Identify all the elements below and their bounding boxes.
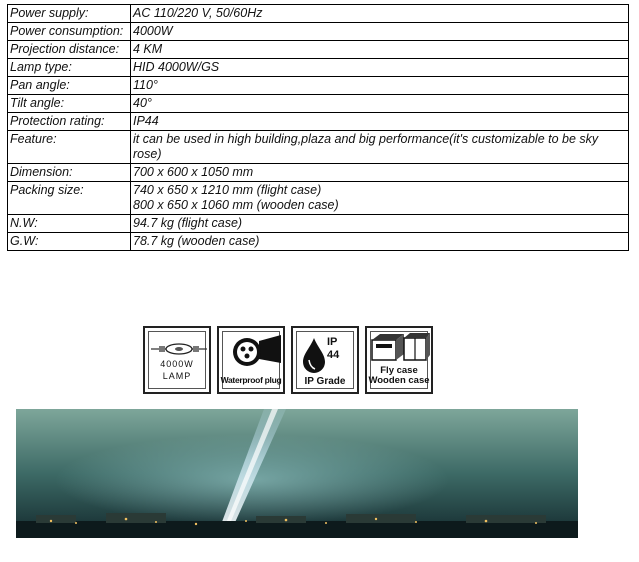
waterproof-plug-badge [217,326,285,394]
searchlight-photo [16,409,578,538]
spec-value [131,59,629,77]
spec-value [131,77,629,95]
spec-value [131,182,629,215]
spec-value-line: it can be used in high building,plaza and big performance(it's customizable to be sky rose) [133,132,599,161]
spec-value [131,113,629,131]
spec-value [131,95,629,113]
spec-row [8,23,629,41]
spec-value-line: 740 x 650 x 1210 mm (flight case) [133,183,322,197]
spec-row [8,182,629,215]
spec-row [8,215,629,233]
plug-icon [223,333,283,373]
spec-value-line: 110° [133,78,158,92]
spec-label: Projection distance: [8,41,131,59]
spec-value-line: 78.7 kg (wooden case) [133,234,260,248]
spec-value [131,233,629,251]
spec-value-line: 4000W [133,24,173,38]
spec-value [131,41,629,59]
night-sky-beam-image [16,409,578,538]
spec-value [131,131,629,164]
spec-row [8,77,629,95]
case-icon [370,332,432,364]
case-line1: Fly case [380,365,418,376]
spec-row [8,131,629,164]
spec-value-line: AC 110/220 V, 50/60Hz [133,6,263,20]
spec-table [7,4,629,251]
spec-row [8,5,629,23]
case-badge [365,326,433,394]
water-drop-icon [299,336,329,374]
spec-value [131,164,629,182]
spec-value-line: IP44 [133,114,159,128]
spec-value-line: 700 x 600 x 1050 mm [133,165,254,179]
lamp-label: LAMP [162,371,192,381]
ip-label: IP [327,336,338,348]
spec-value [131,23,629,41]
case-line2: Wooden case [368,375,430,386]
spec-value [131,215,629,233]
spec-row [8,164,629,182]
spec-label: Packing size: [8,182,131,215]
spec-label: Pan angle: [8,77,131,95]
spec-label: Dimension: [8,164,131,182]
spec-label: Tilt angle: [8,95,131,113]
spec-label: Feature: [8,131,131,164]
spec-label: Lamp type: [8,59,131,77]
spec-value-line: 4 KM [133,42,163,56]
spec-row [8,41,629,59]
spec-label: Power supply: [8,5,131,23]
ip-grade-badge [291,326,359,394]
spec-row [8,95,629,113]
spec-label: G.W: [8,233,131,251]
spec-value-line: 800 x 650 x 1060 mm (wooden case) [133,198,339,212]
spec-value [131,5,629,23]
spec-label: N.W: [8,215,131,233]
spec-value-line: HID 4000W/GS [133,60,220,74]
lamp-badge [143,326,211,394]
lamp-wattage: 4000W [160,359,194,369]
spec-row [8,59,629,77]
ip-grade-caption: IP Grade [304,376,346,387]
spec-value-line: 94.7 kg (flight case) [133,216,243,230]
spec-row [8,113,629,131]
spec-label: Protection rating: [8,113,131,131]
spec-row [8,233,629,251]
spec-label: Power consumption: [8,23,131,41]
ip-number: 44 [327,349,340,361]
spec-value-line: 40° [133,96,152,110]
waterproof-caption: Waterproof plug [220,375,282,385]
